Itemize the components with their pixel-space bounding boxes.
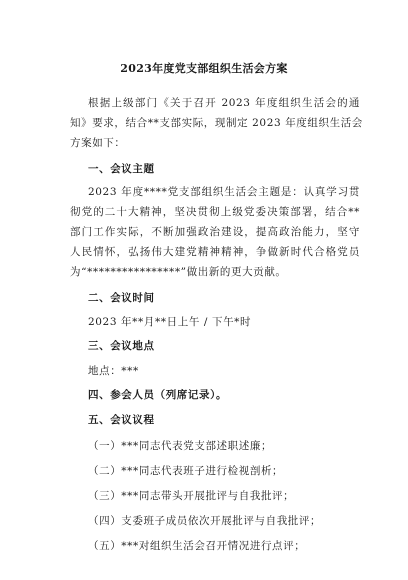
section-1-line-4: 人民情怀，弘扬伟大建党精神精神，争做新时代合格党员	[70, 246, 360, 258]
section-1-line-3: 部门工作实际，不断加强政治建设，提高政治能力，坚守	[70, 226, 360, 238]
agenda-item-3: （三）***同志带头开展批评与自我批评；	[88, 490, 295, 502]
agenda-item-1: （一）***同志代表党支部述职述廉；	[88, 440, 273, 452]
section-2-body: 2023 年**月**日上午 / 下午*时	[88, 316, 252, 328]
section-1-line-2: 彻党的二十大精神，坚决贯彻上级党委决策部署，结合**	[70, 206, 360, 218]
section-1-heading: 一、会议主题	[88, 163, 155, 175]
section-4-heading: 四、参会人员（列席记录）。	[88, 389, 228, 401]
agenda-item-4: （四）支委班子成员依次开展批评与自我批评；	[88, 515, 322, 527]
agenda-item-5: （五）***对组织生活会召开情况进行点评；	[88, 540, 306, 552]
intro-line-2: 知》要求，结合**支部实际，现制定 2023 年度组织生活会	[70, 117, 363, 129]
section-1-line-5: 为“****************”做出新的更大贡献。	[70, 266, 287, 278]
section-2-heading: 二、会议时间	[88, 292, 155, 304]
section-1-line-1: 2023 年度****党支部组织生活会主题是：认真学习贯	[88, 186, 360, 198]
section-3-body: 地点：***	[88, 365, 139, 377]
agenda-item-2: （二）***同志代表班子进行检视剖析；	[88, 465, 284, 477]
document-title: 2023年度党支部组织生活会方案	[120, 62, 288, 75]
intro-line-3: 方案如下：	[70, 137, 126, 149]
section-5-heading: 五、会议议程	[88, 414, 155, 426]
section-3-heading: 三、会议地点	[88, 340, 155, 352]
intro-line-1: 根据上级部门《关于召开 2023 年度组织生活会的通	[88, 97, 360, 109]
